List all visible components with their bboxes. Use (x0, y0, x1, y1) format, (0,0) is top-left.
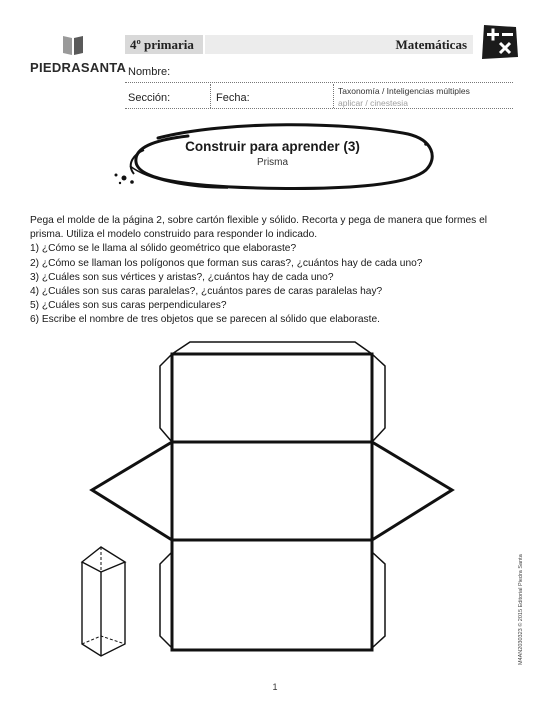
prism-face (172, 442, 372, 540)
glue-tab (160, 354, 172, 442)
prism-face (172, 354, 372, 442)
publisher-logo: PIEDRASANTA (30, 60, 127, 75)
glue-tab (172, 342, 372, 354)
prism-net-diagram (0, 340, 550, 670)
date-label: Fecha: (216, 92, 250, 104)
page-number: 1 (272, 682, 278, 692)
taxonomy-value: aplicar / cinestesia (338, 98, 408, 108)
question-list (30, 242, 520, 327)
question-item: 6) Escribe el nombre de tres objetos que se parecen al sólido que elaboraste. (30, 314, 380, 326)
glue-tab (372, 354, 385, 442)
subject-label: Matemáticas (395, 37, 467, 52)
question-item: 2) ¿Cómo se llaman los polígonos que forman sus caras?, ¿cuántos hay de cada uno? (30, 257, 423, 269)
instruction-intro: Pega el molde de la página 2, sobre cartón flexible y sólido. Recorta y pega de manera que formes el (30, 215, 488, 226)
question-item: 3) ¿Cuáles son sus vértices y aristas?, ¿cuántos hay de cada uno? (30, 271, 334, 283)
name-line (125, 82, 513, 83)
field-divider (333, 84, 334, 108)
field-divider (210, 84, 211, 108)
triangle-face (92, 442, 172, 540)
section-label: Sección: (128, 92, 171, 104)
book-logo-icon (60, 34, 86, 56)
question-item: 5) ¿Cuáles son sus caras perpendiculares? (30, 300, 227, 312)
instruction-intro: prisma. Utiliza el modelo construido para responder lo indicado. (30, 229, 318, 241)
glue-tab (160, 552, 172, 648)
question-item: 4) ¿Cuáles son sus caras paralelas?, ¿cuántos pares de caras paralelas hay? (30, 286, 383, 298)
prism-3d-illustration (82, 547, 125, 656)
section-line (125, 108, 513, 109)
grade-label: 4º primaria (130, 37, 194, 52)
page-subtitle: Prisma (256, 157, 289, 168)
title-swirl-frame (108, 120, 438, 192)
page-title: Construir para aprender (3) (185, 139, 360, 154)
glue-tab (372, 552, 385, 648)
prism-face (172, 540, 372, 650)
plus-minus-times-icon (478, 23, 520, 61)
triangle-face (372, 442, 452, 540)
copyright-code: M4AN2030323 © 2015 Editorial Piedra Santa (518, 554, 524, 665)
name-label: Nombre: (128, 66, 171, 78)
taxonomy-label: Taxonomía / Inteligencias múltiples (338, 86, 470, 96)
instructions (30, 214, 520, 328)
question-item: 1) ¿Cómo se le llama al sólido geométrico que elaboraste? (30, 243, 297, 255)
